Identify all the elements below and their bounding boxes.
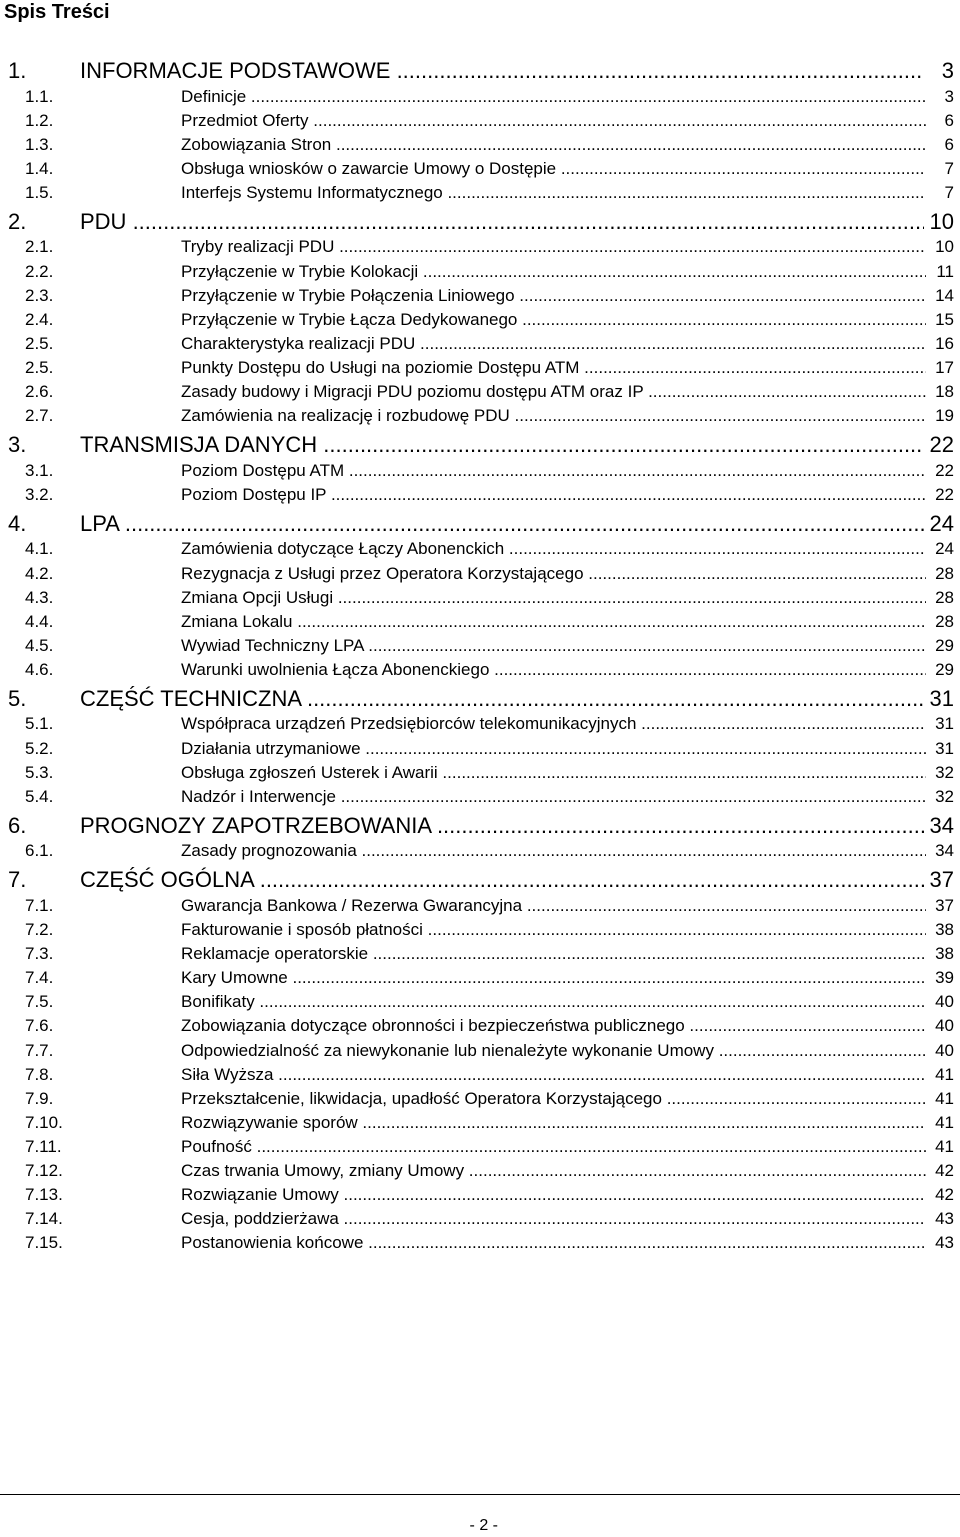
toc-section-entry[interactable] [0, 1014, 960, 1038]
toc-entry-page: 14 [935, 285, 954, 305]
toc-entry-page: 22 [935, 484, 954, 504]
toc-entry-title[interactable]: Działania utrzymaniowe ..... [181, 739, 926, 759]
toc-entry-number: 3. [8, 432, 27, 458]
toc-section-entry[interactable] [0, 483, 960, 507]
toc-entry-page: 41 [935, 1112, 954, 1132]
toc-entry-title[interactable]: Przyłączenie w Trybie Łącza Dedykowanego ..... [181, 310, 926, 330]
toc-section-entry[interactable] [0, 332, 960, 356]
toc-entry-page: 28 [935, 611, 954, 631]
toc-chapter-entry[interactable] [0, 511, 960, 538]
toc-entry-number: 2.7. [25, 406, 54, 426]
toc-section-entry[interactable] [0, 658, 960, 682]
toc-section-entry[interactable] [0, 235, 960, 259]
toc-entry-title[interactable]: Zobowiązania dotyczące obronności i bezpieczeństwa publicznego ..... [181, 1016, 926, 1036]
toc-section-entry[interactable] [0, 1183, 960, 1207]
toc-entry-page: 3 [944, 86, 954, 106]
toc-entry-page: 32 [935, 762, 954, 782]
toc-entry-page: 34 [929, 812, 954, 838]
toc-entry-title[interactable]: Warunki uwolnienia Łącza Abonenckiego ..... [181, 660, 926, 680]
toc-section-entry[interactable] [0, 1087, 960, 1111]
toc-entry-number: 2.3. [25, 285, 54, 305]
toc-section-entry[interactable] [0, 610, 960, 634]
toc-entry-page: 24 [935, 539, 954, 559]
toc-entry-number: 2.5. [25, 357, 54, 377]
toc-entry-title[interactable]: Zasady budowy i Migracji PDU poziomu dostępu ATM oraz IP ..... [181, 382, 926, 402]
toc-section-entry[interactable] [0, 1063, 960, 1087]
toc-section-entry[interactable] [0, 308, 960, 332]
toc-entry-number: 4.1. [25, 539, 54, 559]
toc-entry-number: 2.2. [25, 261, 54, 281]
toc-entry-number: 6. [8, 812, 27, 838]
toc-entry-title[interactable]: Zasady prognozowania ..... [181, 841, 926, 861]
table-of-contents [0, 54, 960, 1255]
toc-entry-title[interactable]: Siła Wyższa ..... [181, 1065, 926, 1085]
toc-entry-title[interactable]: Przedmiot Oferty ..... [181, 111, 926, 131]
toc-entry-number: 7.12. [25, 1160, 63, 1180]
toc-entry-number: 5.4. [25, 786, 54, 806]
toc-entry-title[interactable]: PDU ..... [80, 209, 924, 235]
toc-entry-title[interactable]: Definicje ..... [181, 87, 926, 107]
toc-entry-title[interactable]: Poziom Dostępu ATM ..... [181, 461, 926, 481]
toc-entry-title[interactable]: Zmiana Lokalu ..... [181, 612, 926, 632]
toc-entry-number: 7.2. [25, 920, 54, 940]
toc-section-entry[interactable] [0, 133, 960, 157]
toc-section-entry[interactable] [0, 1207, 960, 1231]
toc-entry-number: 1.4. [25, 158, 54, 178]
toc-entry-title[interactable]: Zobowiązania Stron ..... [181, 135, 926, 155]
toc-entry-page: 17 [935, 357, 954, 377]
toc-section-entry[interactable] [0, 634, 960, 658]
toc-entry-title[interactable]: Punkty Dostępu do Usługi na poziomie Dostępu ATM ..... [181, 358, 926, 378]
toc-section-entry[interactable] [0, 839, 960, 863]
toc-entry-number: 1.2. [25, 110, 54, 130]
toc-entry-page: 43 [935, 1233, 954, 1253]
toc-section-entry[interactable] [0, 85, 960, 109]
toc-entry-title[interactable]: Reklamacje operatorskie ..... [181, 944, 926, 964]
toc-entry-number: 2.4. [25, 309, 54, 329]
toc-section-entry[interactable] [0, 1231, 960, 1255]
toc-entry-number: 6.1. [25, 841, 54, 861]
toc-section-entry[interactable] [0, 181, 960, 205]
toc-section-entry[interactable] [0, 157, 960, 181]
toc-entry-page: 42 [935, 1160, 954, 1180]
toc-entry-page: 32 [935, 786, 954, 806]
toc-section-entry[interactable] [0, 537, 960, 561]
toc-entry-title[interactable]: Odpowiedzialność za niewykonanie lub nienależyte wykonanie Umowy ..... [181, 1041, 926, 1061]
toc-entry-number: 2. [8, 208, 27, 234]
toc-entry-page: 15 [935, 309, 954, 329]
toc-entry-page: 7 [944, 182, 954, 202]
toc-entry-page: 39 [935, 968, 954, 988]
toc-entry-title[interactable]: Zmiana Opcji Usługi ..... [181, 588, 926, 608]
toc-entry-page: 3 [941, 58, 954, 83]
toc-entry-title[interactable]: INFORMACJE PODSTAWOWE ..... [80, 58, 924, 84]
toc-entry-title[interactable]: Poziom Dostępu IP ..... [181, 485, 926, 505]
toc-chapter-entry[interactable] [0, 58, 960, 85]
toc-entry-number: 2.1. [25, 237, 54, 257]
toc-heading: Spis Treści [4, 1, 110, 23]
toc-entry-page: 28 [935, 587, 954, 607]
toc-entry-title[interactable]: Przekształcenie, likwidacja, upadłość Operatora Korzystającego ..... [181, 1089, 926, 1109]
toc-entry-number: 4. [8, 510, 27, 536]
toc-entry-page: 40 [935, 992, 954, 1012]
toc-section-entry[interactable] [0, 918, 960, 942]
toc-entry-number: 1. [8, 58, 27, 83]
toc-entry-page: 18 [935, 382, 954, 402]
toc-section-entry[interactable] [0, 109, 960, 133]
toc-entry-page: 11 [936, 261, 954, 281]
toc-entry-page: 28 [935, 563, 954, 583]
toc-entry-number: 1.3. [25, 134, 54, 154]
toc-entry-page: 10 [929, 208, 954, 234]
toc-entry-title[interactable]: Kary Umowne ..... [181, 968, 926, 988]
toc-entry-number: 4.2. [25, 563, 54, 583]
toc-entry-page: 43 [935, 1209, 954, 1229]
toc-entry-page: 41 [935, 1064, 954, 1084]
toc-entry-title[interactable]: Rozwiązywanie sporów ..... [181, 1113, 926, 1133]
toc-entry-number: 2.5. [25, 333, 54, 353]
toc-section-entry[interactable] [0, 942, 960, 966]
toc-entry-page: 31 [935, 738, 954, 758]
toc-entry-title[interactable]: Gwarancja Bankowa / Rezerwa Gwarancyjna ..... [181, 896, 926, 916]
toc-entry-page: 40 [935, 1040, 954, 1060]
toc-entry-title[interactable]: Postanowienia końcowe ..... [181, 1233, 926, 1253]
toc-section-entry[interactable] [0, 894, 960, 918]
toc-entry-number: 7.6. [25, 1016, 54, 1036]
toc-chapter-entry[interactable] [0, 209, 960, 236]
toc-entry-number: 4.3. [25, 587, 54, 607]
toc-section-entry[interactable] [0, 712, 960, 736]
toc-entry-title[interactable]: Tryby realizacji PDU ..... [181, 237, 926, 257]
toc-entry-number: 4.5. [25, 635, 54, 655]
toc-entry-page: 38 [935, 944, 954, 964]
toc-entry-number: 5. [8, 685, 27, 711]
toc-entry-page: 29 [935, 635, 954, 655]
toc-section-entry[interactable] [0, 990, 960, 1014]
toc-entry-number: 7.9. [25, 1088, 54, 1108]
toc-entry-page: 41 [935, 1088, 954, 1108]
toc-entry-number: 7.14. [25, 1209, 63, 1229]
toc-entry-number: 7.8. [25, 1064, 54, 1084]
toc-entry-title[interactable]: Fakturowanie i sposób płatności ..... [181, 920, 926, 940]
toc-section-entry[interactable] [0, 356, 960, 380]
toc-entry-title[interactable]: PROGNOZY ZAPOTRZEBOWANIA ..... [80, 813, 924, 839]
toc-entry-page: 38 [935, 920, 954, 940]
toc-entry-page: 40 [935, 1016, 954, 1036]
toc-entry-page: 19 [935, 406, 954, 426]
toc-section-entry[interactable] [0, 284, 960, 308]
toc-section-entry[interactable] [0, 785, 960, 809]
toc-entry-number: 2.6. [25, 382, 54, 402]
toc-entry-number: 7.4. [25, 968, 54, 988]
toc-entry-title[interactable]: Zamówienia na realizację i rozbudowę PDU ..... [181, 406, 926, 426]
toc-entry-number: 4.4. [25, 611, 54, 631]
toc-entry-number: 1.1. [25, 86, 54, 106]
footer-divider [0, 1494, 960, 1495]
toc-entry-number: 3.2. [25, 484, 54, 504]
toc-entry-page: 6 [944, 110, 954, 130]
toc-entry-number: 7.13. [25, 1185, 63, 1205]
toc-entry-number: 7. [8, 867, 27, 893]
toc-section-entry[interactable] [0, 459, 960, 483]
toc-entry-title[interactable]: Przyłączenie w Trybie Połączenia Liniowego ..... [181, 286, 926, 306]
toc-entry-number: 7.1. [25, 895, 54, 915]
toc-section-entry[interactable] [0, 737, 960, 761]
toc-chapter-entry[interactable] [0, 686, 960, 713]
toc-entry-title[interactable]: Współpraca urządzeń Przedsiębiorców telekomunikacyjnych ..... [181, 714, 926, 734]
toc-entry-page: 10 [935, 237, 954, 257]
toc-entry-page: 22 [929, 432, 954, 458]
toc-entry-page: 6 [944, 134, 954, 154]
toc-entry-page: 41 [935, 1136, 954, 1156]
toc-section-entry[interactable] [0, 1039, 960, 1063]
toc-section-entry[interactable] [0, 404, 960, 428]
toc-entry-page: 29 [935, 659, 954, 679]
toc-entry-number: 7.7. [25, 1040, 54, 1060]
toc-entry-number: 4.6. [25, 659, 54, 679]
toc-entry-title[interactable]: Czas trwania Umowy, zmiany Umowy ..... [181, 1161, 926, 1181]
toc-entry-page: 34 [935, 841, 954, 861]
toc-entry-title[interactable]: Rezygnacja z Usługi przez Operatora Korzystającego ..... [181, 564, 926, 584]
toc-entry-title[interactable]: Bonifikaty ..... [181, 992, 926, 1012]
toc-chapter-entry[interactable] [0, 813, 960, 840]
toc-section-entry[interactable] [0, 260, 960, 284]
toc-entry-number: 3.1. [25, 460, 54, 480]
toc-entry-page: 24 [929, 510, 954, 536]
toc-entry-number: 7.3. [25, 944, 54, 964]
toc-section-entry[interactable] [0, 586, 960, 610]
toc-entry-page: 22 [935, 460, 954, 480]
toc-entry-number: 7.11. [25, 1136, 62, 1156]
toc-entry-page: 31 [935, 714, 954, 734]
toc-entry-title[interactable]: Wywiad Techniczny LPA ..... [181, 636, 926, 656]
toc-entry-page: 16 [935, 333, 954, 353]
toc-entry-title[interactable]: Przyłączenie w Trybie Kolokacji ..... [181, 262, 926, 282]
toc-section-entry[interactable] [0, 761, 960, 785]
toc-entry-number: 5.3. [25, 762, 54, 782]
toc-entry-title[interactable]: Interfejs Systemu Informatycznego ..... [181, 183, 926, 203]
toc-entry-title[interactable]: Poufność ..... [181, 1137, 926, 1157]
toc-entry-title[interactable]: Obsługa wniosków o zawarcie Umowy o Dostępie ..... [181, 159, 926, 179]
toc-entry-title[interactable]: Rozwiązanie Umowy ..... [181, 1185, 926, 1205]
toc-entry-page: 42 [935, 1185, 954, 1205]
toc-section-entry[interactable] [0, 1111, 960, 1135]
toc-entry-number: 7.5. [25, 992, 54, 1012]
toc-section-entry[interactable] [0, 562, 960, 586]
toc-entry-number: 7.15. [25, 1233, 63, 1253]
toc-entry-page: 31 [929, 685, 954, 711]
toc-entry-page: 37 [929, 867, 954, 893]
toc-entry-number: 5.2. [25, 738, 54, 758]
toc-entry-number: 1.5. [25, 182, 54, 202]
toc-chapter-entry[interactable] [0, 867, 960, 894]
toc-section-entry[interactable] [0, 966, 960, 990]
toc-entry-title[interactable]: Nadzór i Interwencje ..... [181, 787, 926, 807]
toc-entry-number: 7.10. [25, 1112, 63, 1132]
page-number: - 2 - [469, 1517, 498, 1534]
toc-entry-page: 7 [944, 158, 954, 178]
toc-entry-title[interactable]: LPA ..... [80, 511, 924, 537]
toc-entry-title[interactable]: Obsługa zgłoszeń Usterek i Awarii ..... [181, 763, 926, 783]
toc-section-entry[interactable] [0, 1159, 960, 1183]
toc-entry-title[interactable]: Charakterystyka realizacji PDU ..... [181, 334, 926, 354]
toc-entry-title[interactable]: Zamówienia dotyczące Łączy Abonenckich ..... [181, 539, 926, 559]
toc-entry-page: 37 [935, 895, 954, 915]
toc-section-entry[interactable] [0, 1135, 960, 1159]
toc-chapter-entry[interactable] [0, 432, 960, 459]
toc-entry-number: 5.1. [25, 714, 54, 734]
toc-entry-title[interactable]: Cesja, poddzierżawa ..... [181, 1209, 926, 1229]
toc-entry-title[interactable]: TRANSMISJA DANYCH ..... [80, 432, 924, 458]
toc-entry-title[interactable]: CZĘŚĆ TECHNICZNA ..... [80, 686, 924, 712]
toc-entry-title[interactable]: CZĘŚĆ OGÓLNA ..... [80, 867, 924, 893]
toc-section-entry[interactable] [0, 380, 960, 404]
